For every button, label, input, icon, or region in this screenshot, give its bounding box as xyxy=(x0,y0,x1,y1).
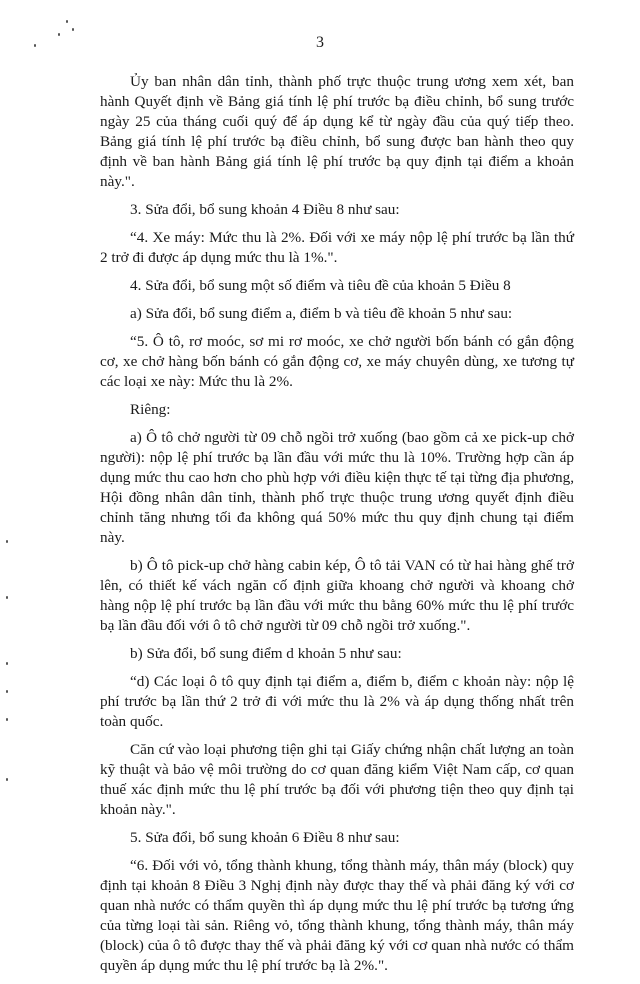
paragraph: b) Sửa đổi, bổ sung điểm d khoản 5 như sau: xyxy=(130,645,402,662)
paragraph: “4. Xe máy: Mức thu là 2%. Đối với xe máy nộp lệ phí trước bạ lần thứ 2 trở đi được áp dụng mức thu là 1%.". xyxy=(100,229,574,266)
paragraph: 5. Sửa đổi, bổ sung khoản 6 Điều 8 như sau: xyxy=(130,829,400,846)
paragraph: b) Ô tô pick-up chở hàng cabin kép, Ô tô tải VAN có từ hai hàng ghế trở lên, có thiết kế vách ngăn cố định giữa khoang chở người và khoang chở hàng nộp lệ phí trước bạ lần đầu với mức thu bằng 60% mức thu lệ phí trước bạ lần đầu đối với ô tô chở người từ 09 chỗ ngồi trở xuống.". xyxy=(100,557,574,634)
paragraph: “6. Đối với vỏ, tổng thành khung, tổng thành máy, thân máy (block) quy định tại khoản 8 Điều 3 Nghị định này được thay thế và phải đăng ký với cơ quan nhà nước có thẩm quyền thì áp dụng mức thu lệ phí trước bạ tương ứng của từng loại tài sản. Riêng vỏ, tổng thành khung, tổng thành máy, thân máy (block) của ô tô được thay thế và phải đăng ký với cơ quan nhà nước có thẩm quyền áp dụng mức thu lệ phí trước bạ là 2%.". xyxy=(100,857,574,974)
page-number: 3 xyxy=(316,34,324,51)
paragraph: “d) Các loại ô tô quy định tại điểm a, điểm b, điểm c khoản này: nộp lệ phí trước bạ lần thứ 2 trở đi với mức thu là 2% và áp dụng thống nhất trên toàn quốc. xyxy=(100,673,574,730)
document-body xyxy=(100,72,574,984)
paragraph: Căn cứ vào loại phương tiện ghi tại Giấy chứng nhận chất lượng an toàn kỹ thuật và bảo vệ môi trường do cơ quan đăng kiểm Việt Nam cấp, cơ quan thuế xác định mức thu lệ phí trước bạ đối với phương tiện theo quy định tại khoản này.". xyxy=(100,741,574,818)
paragraph: a) Ô tô chở người từ 09 chỗ ngồi trở xuống (bao gồm cả xe pick-up chở người): nộp lệ phí trước bạ lần đầu với mức thu là 10%. Trường hợp cần áp dụng mức thu cao hơn cho phù hợp với điều kiện thực tế tại từng địa phương, Hội đồng nhân dân tỉnh, thành phố trực thuộc trung ương quyết định điều chỉnh tăng nhưng tối đa không quá 50% mức thu quy định chung tại điểm này. xyxy=(100,429,574,546)
paragraph: 4. Sửa đổi, bổ sung một số điểm và tiêu đề của khoản 5 Điều 8 xyxy=(130,277,511,294)
paragraph: 3. Sửa đổi, bổ sung khoản 4 Điều 8 như sau: xyxy=(130,201,400,218)
paragraph: Riêng: xyxy=(130,401,171,418)
paragraph: Ủy ban nhân dân tỉnh, thành phố trực thuộc trung ương xem xét, ban hành Quyết định về Bảng giá tính lệ phí trước bạ điều chỉnh, bổ sung trước ngày 25 của tháng cuối quý để áp dụng kể từ ngày đầu của quý tiếp theo. Bảng giá tính lệ phí trước bạ điều chỉnh, bổ sung được ban hành theo quy định về ban hành Bảng giá tính lệ phí trước bạ quy định tại điểm a khoản này.". xyxy=(100,73,574,190)
paragraph: a) Sửa đổi, bổ sung điểm a, điểm b và tiêu đề khoản 5 như sau: xyxy=(130,305,513,322)
paragraph: “5. Ô tô, rơ moóc, sơ mi rơ moóc, xe chở người bốn bánh có gắn động cơ, xe chở hàng bốn bánh có gắn động cơ, xe máy chuyên dùng, xe tương tự các loại xe này: Mức thu là 2%. xyxy=(100,333,574,390)
